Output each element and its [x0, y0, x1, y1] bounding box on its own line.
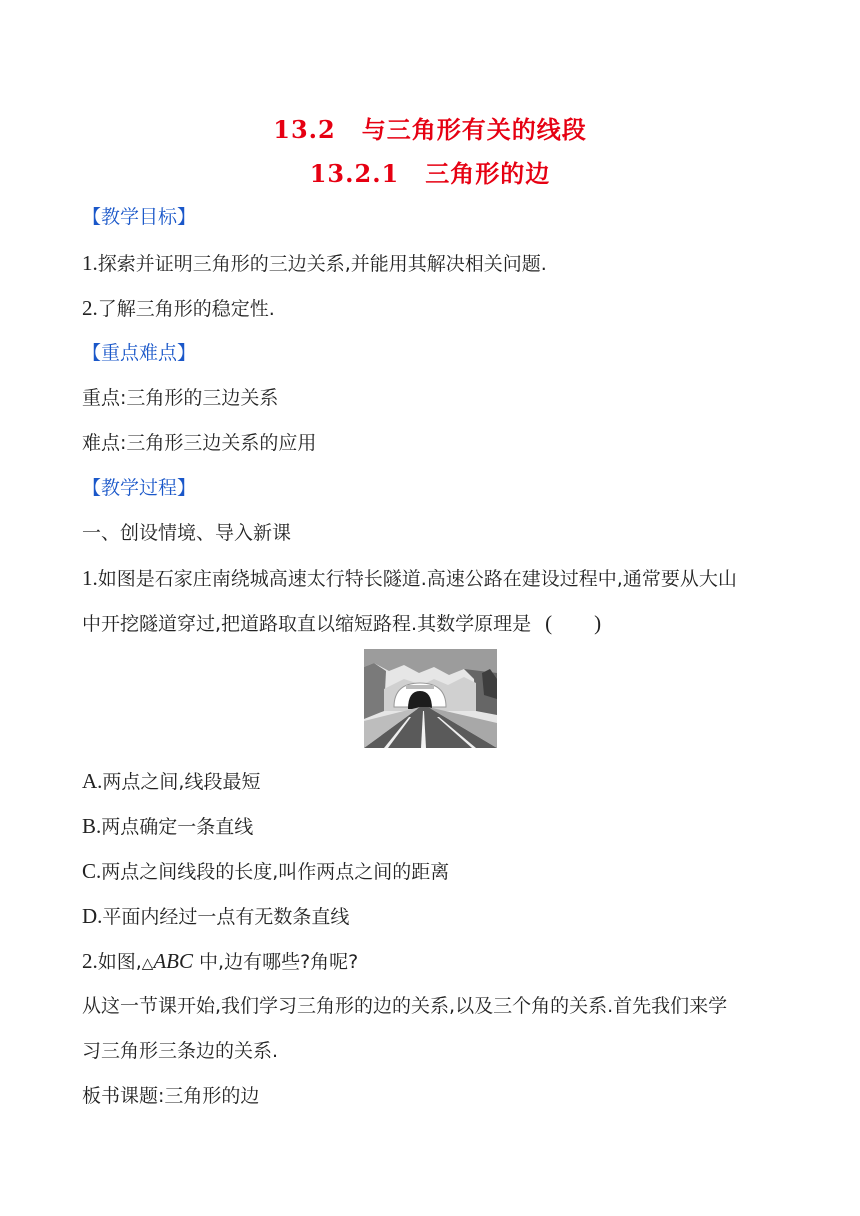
option-a-text: 两点之间,线段最短 — [102, 771, 261, 793]
question-2-number: 2. — [82, 949, 98, 973]
option-b-letter: B. — [82, 814, 102, 838]
board-topic: 板书课题:三角形的边 — [82, 1085, 260, 1107]
option-b — [82, 812, 253, 841]
key-focus: 重点:三角形的三边关系 — [82, 387, 279, 409]
subsection-title — [0, 154, 860, 189]
paragraph-line-1: 从这一节课开始,我们学习三角形的边的关系,以及三个角的关系.首先我们来学 — [82, 995, 728, 1017]
question-1-number: 1. — [82, 566, 98, 590]
option-d-text: 平面内经过一点有无数条直线 — [102, 906, 350, 928]
option-b-text: 两点确定一条直线 — [101, 816, 254, 838]
key-difficulty: 难点:三角形三边关系的应用 — [82, 432, 317, 454]
paragraph-line-2: 习三角形三条边的关系. — [82, 1040, 279, 1062]
section-title-text: 与三角形有关的线段 — [361, 116, 587, 144]
heading-objectives: 【教学目标】 — [82, 206, 197, 228]
heading-key-points: 【重点难点】 — [82, 342, 197, 364]
answer-blank: ( ) — [545, 611, 602, 635]
objective-2-number: 2. — [82, 296, 98, 320]
question-1-text-1: 如图是石家庄南绕城高速太行特长隧道.高速公路在建设过程中,通常要从大山 — [97, 568, 737, 590]
tunnel-image — [364, 649, 497, 748]
intro-heading: 一、创设情境、导入新课 — [82, 522, 292, 544]
tunnel-photo — [364, 649, 497, 748]
question-1-line-1 — [82, 564, 737, 593]
heading-process: 【教学过程】 — [82, 477, 197, 499]
subsection-title-text: 三角形的边 — [425, 160, 551, 188]
option-c-letter: C. — [82, 859, 102, 883]
section-number: 13.2 — [273, 115, 336, 144]
section-title — [0, 110, 860, 145]
option-a — [82, 767, 260, 796]
subsection-number: 13.2.1 — [309, 159, 400, 188]
question-2 — [82, 947, 358, 977]
triangle-name: ABC — [153, 949, 194, 973]
question-2-prefix: 如图, — [97, 951, 142, 973]
objective-item-1 — [82, 249, 547, 278]
objective-item-2 — [82, 294, 275, 323]
question-2-suffix: 中,边有哪些?角呢? — [193, 951, 359, 973]
objective-2-text: 了解三角形的稳定性. — [97, 298, 275, 320]
question-1-line-2 — [82, 609, 601, 638]
objective-1-number: 1. — [82, 251, 98, 275]
option-d-letter: D. — [82, 904, 103, 928]
triangle-symbol: △ — [141, 954, 154, 972]
question-1-text-2: 中开挖隧道穿过,把道路取直以缩短路程.其数学原理是 — [82, 613, 532, 635]
objective-1-text: 探索并证明三角形的三边关系,并能用其解决相关问题. — [97, 253, 547, 275]
option-a-letter: A. — [82, 769, 103, 793]
option-c — [82, 857, 449, 886]
option-c-text: 两点之间线段的长度,叫作两点之间的距离 — [101, 861, 450, 883]
option-d — [82, 902, 349, 931]
